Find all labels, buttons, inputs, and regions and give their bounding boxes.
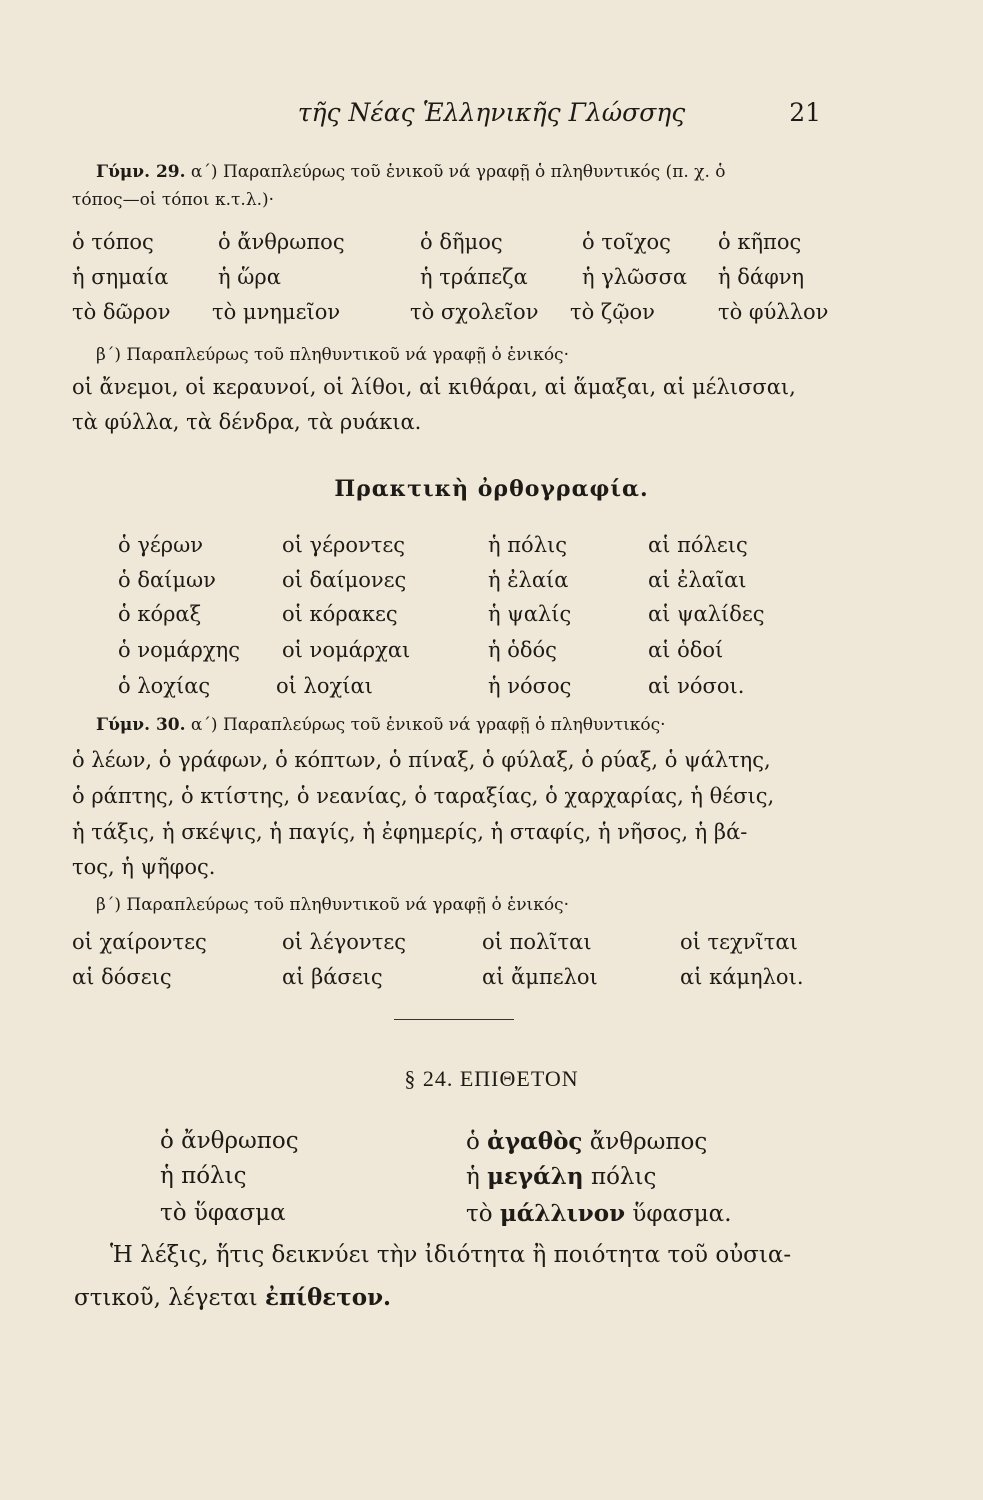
noun-cell: ὁ δῆμος — [420, 230, 503, 254]
exercise-30-text: ὁ ράπτης, ὁ κτίστης, ὁ νεανίας, ὁ ταραξίας, ὁ χαρχαρίας, ἡ θέσις, — [72, 784, 775, 808]
adjective: ἀγαθὸς — [487, 1128, 583, 1155]
noun-cell: οἱ δαίμονες — [282, 568, 407, 592]
instruction-a: α΄) Παραπλεύρως τοῦ ἑνικοῦ νά γραφῇ ὁ πληθυντικός (π. χ. ὁ — [190, 162, 726, 182]
noun-cell: ὁ κῆπος — [718, 230, 802, 254]
defined-term: ἐπίθετον. — [265, 1284, 392, 1311]
noun-cell: τὸ φύλλον — [718, 300, 829, 324]
noun-cell: ἡ δάφνη — [718, 265, 805, 289]
noun-cell: τὸ μνημεῖον — [212, 300, 341, 324]
noun-cell: ὁ κόραξ — [118, 602, 202, 626]
instruction-b: β΄) Παραπλεύρως τοῦ πληθυντικοῦ νά γραφῇ ὁ ἑνικός· — [96, 345, 569, 365]
noun: ἄνθρωπος — [589, 1129, 708, 1155]
noun-cell: ὁ νομάρχης — [118, 638, 240, 662]
article: ὁ — [466, 1129, 480, 1155]
article: ἡ — [466, 1164, 480, 1190]
noun: πόλις — [590, 1164, 657, 1190]
noun-cell: οἱ πολῖται — [482, 930, 592, 954]
noun-cell: ἡ τράπεζα — [420, 265, 528, 289]
noun-cell: ὁ δαίμων — [118, 568, 216, 592]
noun: ὕφασμα. — [632, 1201, 732, 1227]
exercise-label: Γύμν. 29. — [96, 162, 186, 182]
noun-cell: ὁ λοχίας — [118, 674, 211, 698]
noun-cell: αἱ δόσεις — [72, 965, 172, 989]
noun-cell: οἱ νομάρχαι — [282, 638, 411, 662]
noun-cell: ὁ τόπος — [72, 230, 154, 254]
noun-cell: τὸ σχολεῖον — [410, 300, 539, 324]
exercise-30-text: τος, ἡ ψῆφος. — [72, 855, 216, 879]
noun-cell: αἱ νόσοι. — [648, 674, 745, 698]
example-noun: ὁ ἄνθρωπος — [160, 1128, 299, 1154]
noun-cell: οἱ χαίροντες — [72, 930, 207, 954]
noun-cell: ἡ ὁδός — [488, 638, 557, 662]
noun-cell: αἱ ψαλίδες — [648, 602, 765, 626]
noun-cell: τὸ δῶρον — [72, 300, 171, 324]
noun-cell: ἡ πόλις — [488, 533, 568, 557]
noun-cell: ἡ ἐλαία — [488, 568, 569, 592]
running-title: τῆς Νέας Ἑλληνικῆς Γλώσσης — [297, 98, 686, 127]
noun-cell: οἱ κόρακες — [282, 602, 398, 626]
section-divider — [394, 1019, 514, 1020]
page-number: 21 — [789, 98, 821, 127]
definition-line: Ἡ λέξις, ἥτις δεικνύει τὴν ἰδιότητα ἢ ποιότητα τοῦ οὐσια- — [110, 1242, 792, 1268]
example-noun: ἡ πόλις — [160, 1163, 247, 1189]
example-noun: τὸ ὕφασμα — [160, 1200, 286, 1226]
noun-cell: ὁ γέρων — [118, 533, 203, 557]
instruction-b: β΄) Παραπλεύρως τοῦ πληθυντικοῦ νά γραφῇ ὁ ἑνικός· — [96, 895, 569, 915]
noun-cell: τὸ ζῷον — [570, 300, 655, 324]
exercise-30-text: ὁ λέων, ὁ γράφων, ὁ κόπτων, ὁ πίναξ, ὁ φύλαξ, ὁ ρύαξ, ὁ ψάλτης, — [72, 748, 771, 772]
exercise-30-intro — [96, 715, 666, 735]
article: τὸ — [466, 1201, 493, 1227]
noun-cell: οἱ τεχνῖται — [680, 930, 798, 954]
adjective: μεγάλη — [487, 1163, 584, 1190]
noun-cell: αἱ πόλεις — [648, 533, 748, 557]
exercise-29-text: τὰ φύλλα, τὰ δένδρα, τὰ ρυάκια. — [72, 410, 422, 434]
noun-cell: αἱ ὁδοί — [648, 638, 724, 662]
noun-cell: οἱ λοχίαι — [276, 674, 373, 698]
noun-cell: ἡ ὥρα — [218, 265, 281, 289]
noun-cell: αἱ ἄμπελοι — [482, 965, 598, 989]
exercise-29-text: οἱ ἄνεμοι, οἱ κεραυνοί, οἱ λίθοι, αἱ κιθάραι, αἱ ἅμαξαι, αἱ μέλισσαι, — [72, 375, 796, 399]
exercise-label: Γύμν. 30. — [96, 715, 186, 735]
exercise-29-intro — [96, 162, 726, 182]
noun-cell: αἱ κάμηλοι. — [680, 965, 804, 989]
example-phrase — [466, 1200, 732, 1227]
noun-cell: αἱ ἐλαῖαι — [648, 568, 747, 592]
definition-text: στικοῦ, λέγεται — [74, 1285, 258, 1311]
definition-line — [74, 1284, 391, 1311]
noun-cell: ἡ γλῶσσα — [582, 265, 688, 289]
section-title: § 24. ΕΠΙΘΕΤΟΝ — [404, 1066, 579, 1091]
noun-cell: ὁ τοῖχος — [582, 230, 671, 254]
section-heading: Πρακτικὴ ὀρθογραφία. — [334, 476, 649, 502]
exercise-30-text: ἡ τάξις, ἡ σκέψις, ἡ παγίς, ἡ ἐφημερίς, ἡ σταφίς, ἡ νῆσος, ἡ βά- — [72, 820, 748, 844]
example-phrase — [466, 1163, 656, 1190]
example-phrase — [466, 1128, 707, 1155]
noun-cell: ἡ σημαία — [72, 265, 169, 289]
noun-cell: ἡ ψαλίς — [488, 602, 572, 626]
adjective: μάλλινον — [499, 1200, 626, 1227]
noun-cell: οἱ γέροντες — [282, 533, 405, 557]
instruction-a-cont: τόπος—οἱ τόποι κ.τ.λ.)· — [72, 190, 275, 210]
noun-cell: ἡ νόσος — [488, 674, 572, 698]
noun-cell: αἱ βάσεις — [282, 965, 383, 989]
instruction-a: α΄) Παραπλεύρως τοῦ ἑνικοῦ νά γραφῇ ὁ πληθυντικός· — [190, 715, 666, 735]
noun-cell: ὁ ἄνθρωπος — [218, 230, 345, 254]
noun-cell: οἱ λέγοντες — [282, 930, 406, 954]
